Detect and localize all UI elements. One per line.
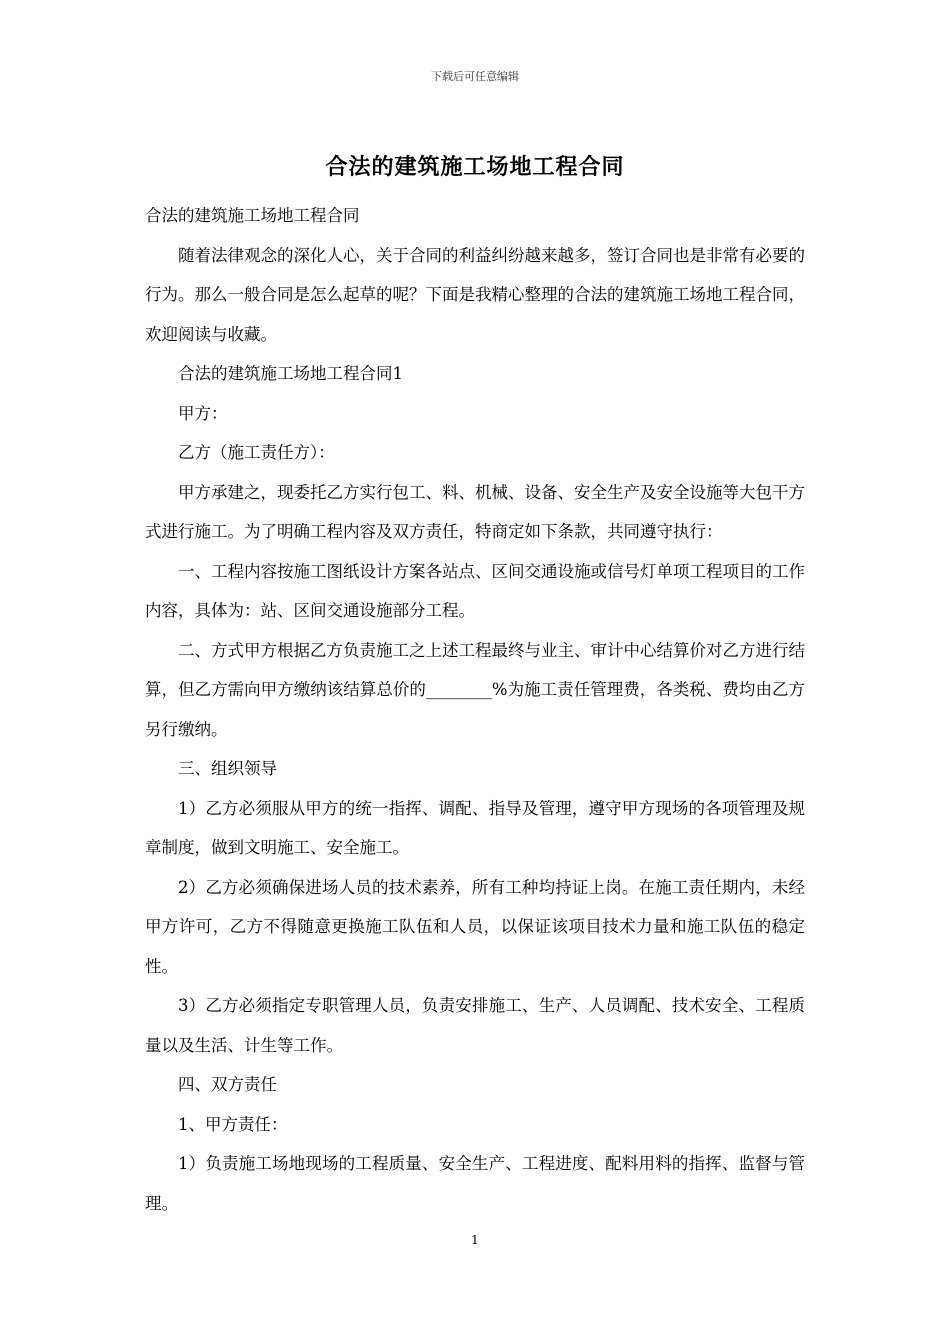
paragraph-clause-3-item-1: 1）乙方必须服从甲方的统一指挥、调配、指导及管理，遵守甲方现场的各项管理及规章制度，做到文明施工、安全施工。	[145, 798, 805, 857]
paragraph-contract-heading: 合法的建筑施工场地工程合同1	[178, 364, 403, 383]
paragraph-preamble: 甲方承建之，现委托乙方实行包工、料、机械、设备、安全生产及安全设施等大包干方式进行施工。为了明确工程内容及双方责任，特商定如下条款，共同遵守执行：	[145, 482, 805, 541]
document-body	[145, 196, 805, 1223]
document-title: 合法的建筑施工场地工程合同	[325, 154, 625, 180]
paragraph-party-a-duty-1: 1）负责施工场地现场的工程质量、安全生产、工程进度、配料用料的指挥、监督与管理。	[145, 1154, 805, 1213]
paragraph-clause-1: 一、工程内容按施工图纸设计方案各站点、区间交通设施或信号灯单项工程项目的工作内容，具体为：站、区间交通设施部分工程。	[145, 561, 805, 620]
paragraph-clause-2: 二、方式甲方根据乙方负责施工之上述工程最终与业主、审计中心结算价对乙方进行结算，但乙方需向甲方缴纳该结算总价的________%为施工责任管理费，各类税、费均由乙方另行缴纳。	[145, 640, 805, 739]
paragraph-clause-4-heading: 四、双方责任	[178, 1075, 277, 1094]
paragraph-party-a-duties-heading: 1、甲方责任：	[178, 1114, 288, 1134]
paragraph-intro: 随着法律观念的深化人心，关于合同的利益纠纷越来越多，签订合同也是非常有必要的行为。那么一般合同是怎么起草的呢？下面是我精心整理的合法的建筑施工场地工程合同，欢迎阅读与收藏。	[145, 245, 805, 344]
header-note: 下载后可任意编辑	[431, 70, 519, 83]
paragraph-clause-3-heading: 三、组织领导	[178, 759, 277, 778]
paragraph-party-a: 甲方：	[178, 403, 228, 423]
paragraph-clause-3-item-2: 2）乙方必须确保进场人员的技术素养，所有工种均持证上岗。在施工责任期内，未经甲方许可，乙方不得随意更换施工队伍和人员，以保证该项目技术力量和施工队伍的稳定性。	[145, 877, 805, 976]
paragraph-party-b: 乙方（施工责任方）：	[178, 443, 335, 462]
paragraph-subtitle: 合法的建筑施工场地工程合同	[145, 206, 360, 225]
paragraph-clause-3-item-3: 3）乙方必须指定专职管理人员，负责安排施工、生产、人员调配、技术安全、工程质量以及生活、计生等工作。	[145, 996, 805, 1055]
page-number: 1	[471, 1233, 479, 1247]
